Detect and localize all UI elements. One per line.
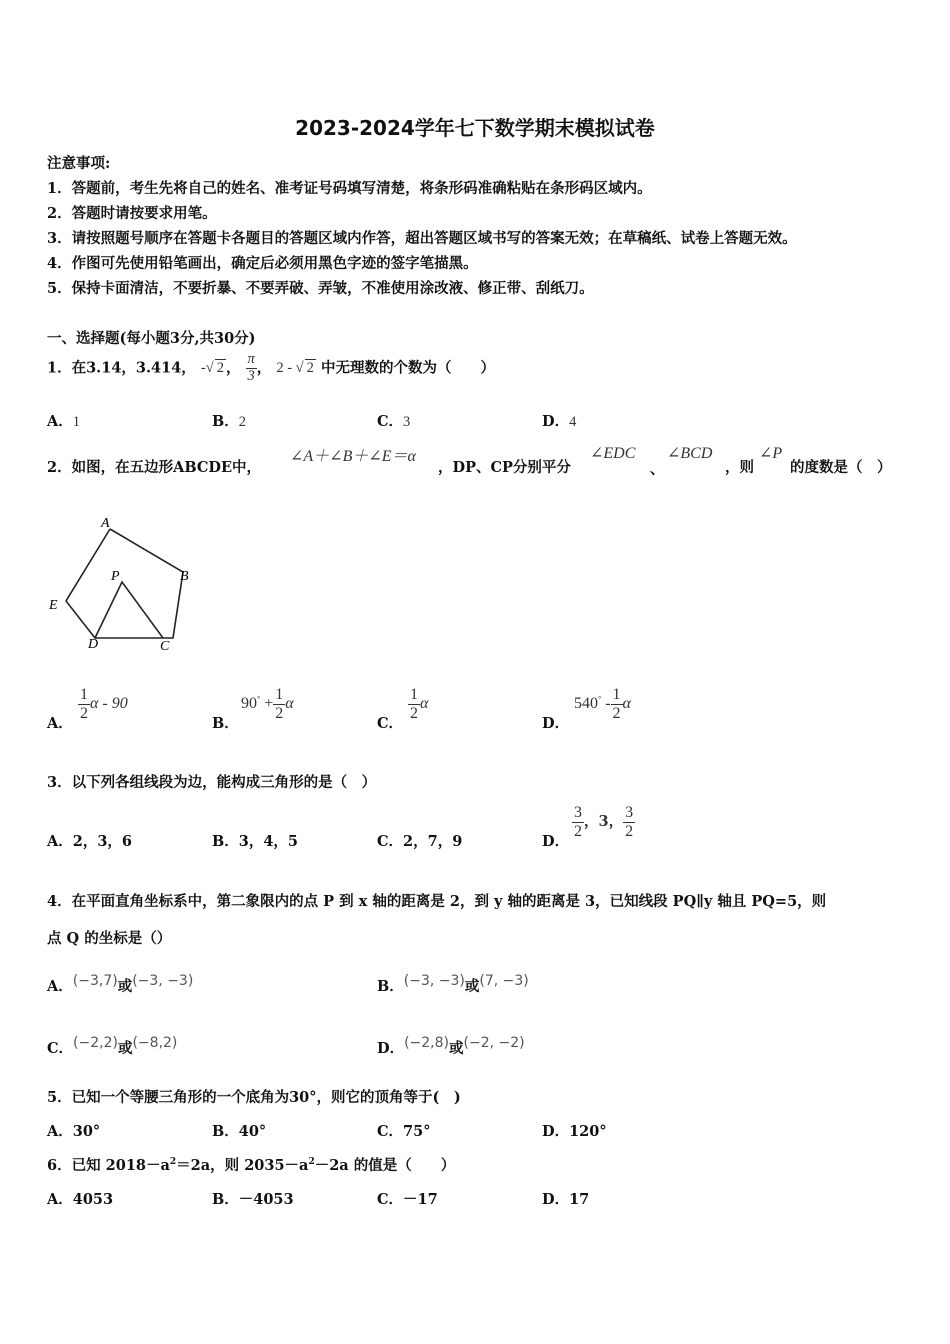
- option-a[interactable]: A．1: [47, 413, 81, 430]
- option-b[interactable]: B．－4053: [212, 1191, 294, 1208]
- pentagon-abcde: [66, 529, 183, 638]
- page-title: 2023-2024学年七下数学期末模拟试卷: [295, 116, 655, 140]
- question-4-line1: 4．在平面直角坐标系中，第二象限内的点 P 到 x 轴的距离是 2，到 y 轴的距离是 3，已知线段 PQ∥y 轴且 PQ=5，则: [47, 893, 827, 910]
- separator: 、: [650, 461, 665, 478]
- note-item: 2．答题时请按要求用笔。: [47, 205, 217, 222]
- option-c[interactable]: C．2，7，9: [377, 833, 463, 850]
- option-c[interactable]: C．75°: [377, 1123, 431, 1140]
- option-c[interactable]: C．(−2,2)或(−8,2): [47, 1035, 178, 1057]
- option-a[interactable]: A．(−3,7)或(−3, −3): [47, 973, 194, 995]
- option-d-expr: 540° - $\frac{1}{2}$ α: [574, 686, 631, 722]
- question-2-mid: ，DP、CP分别平分: [438, 459, 571, 476]
- question-1-stem: 1．在3.14，3.414， -√ 2 ， $\frac{\pi}{3}$ ， 2 - √ 2 中无理数的个数为（ ）: [47, 351, 495, 384]
- option-d[interactable]: D．120°: [542, 1123, 607, 1140]
- option-b[interactable]: B．40°: [212, 1123, 267, 1140]
- pentagon-figure: [40, 505, 210, 660]
- pi-over-3: $\frac{\pi}{3}$: [247, 351, 255, 384]
- option-b[interactable]: B．: [212, 715, 239, 732]
- question-2-stem: 2．如图，在五边形ABCDE中，: [47, 459, 262, 476]
- option-a-expr: $\frac{1}{2}$ α - 90: [80, 686, 128, 722]
- option-b[interactable]: B．(−3, −3)或(7, −3): [377, 973, 529, 995]
- two-minus-sqrt-2: 2 - √ 2: [276, 360, 314, 377]
- question-5-stem: 5．已知一个等腰三角形的一个底角为30°，则它的顶角等于( ): [47, 1089, 461, 1106]
- option-a[interactable]: A．2，3，6: [47, 833, 133, 850]
- angle-edc: ∠EDC: [590, 445, 636, 462]
- neg-sqrt-2: -√ 2: [200, 360, 224, 377]
- note-item: 3．请按照题号顺序在答题卡各题目的答题区域内作答，超出答题区域书写的答案无效；在草稿纸、试卷上答题无效。: [47, 230, 797, 247]
- option-d[interactable]: D．: [542, 833, 570, 850]
- note-item: 5．保持卡面清洁，不要折暴、不要弄破、弄皱，不准使用涂改液、修正带、刮纸刀。: [47, 280, 594, 297]
- question-4-line2: 点 Q 的坐标是（）: [47, 930, 172, 947]
- question-3-stem: 3．以下列各组线段为边，能构成三角形的是（ ）: [47, 774, 377, 791]
- option-d[interactable]: D．4: [542, 413, 577, 430]
- section-heading: 一、选择题(每小题3分,共30分): [47, 330, 256, 347]
- option-d[interactable]: D．: [542, 715, 570, 732]
- label-a: A: [101, 516, 110, 531]
- note-item: 4．作图可先使用铅笔画出，确定后必须用黑色字迹的签字笔描黑。: [47, 255, 478, 272]
- option-c[interactable]: C．: [377, 715, 404, 732]
- notes-heading: 注意事项:: [47, 155, 111, 172]
- label-d: D: [88, 637, 99, 652]
- note-item: 1．答题前，考生先将自己的姓名、准考证号码填写清楚，将条形码准确粘贴在条形码区域内。: [47, 180, 652, 197]
- label-e: E: [49, 598, 58, 613]
- label-p: P: [111, 569, 120, 584]
- option-d-expr: $\frac{3}{2}$ ，3， $\frac{3}{2}$: [574, 804, 634, 840]
- label-b: B: [180, 569, 189, 584]
- option-c-expr: $\frac{1}{2}$ α: [410, 686, 429, 722]
- option-a[interactable]: A．4053: [47, 1191, 114, 1208]
- label-c: C: [160, 639, 170, 654]
- option-a[interactable]: A．30°: [47, 1123, 101, 1140]
- question-2-then: ，则: [725, 459, 754, 476]
- angle-sum-expr: ∠A＋∠B＋∠E＝α: [290, 448, 416, 465]
- option-c[interactable]: C．－17: [377, 1191, 438, 1208]
- option-b[interactable]: B．2: [212, 413, 247, 430]
- option-a[interactable]: A．: [47, 715, 73, 732]
- option-b-expr: 90° + $\frac{1}{2}$ α: [241, 686, 294, 722]
- angle-p: ∠P: [759, 445, 783, 462]
- option-d[interactable]: D．17: [542, 1191, 590, 1208]
- question-6-stem: 6．已知 $2018-a^2=2a$，则 $2035-a^2-2a$ 的值是（ ）: [47, 1157, 456, 1174]
- option-b[interactable]: B．3，4，5: [212, 833, 299, 850]
- triangle-dpc: [95, 582, 163, 638]
- option-c[interactable]: C．3: [377, 413, 411, 430]
- option-d[interactable]: D．(−2,8)或(−2, −2): [377, 1035, 525, 1057]
- angle-bcd: ∠BCD: [667, 445, 713, 462]
- question-2-suffix: 的度数是（ ）: [790, 459, 892, 476]
